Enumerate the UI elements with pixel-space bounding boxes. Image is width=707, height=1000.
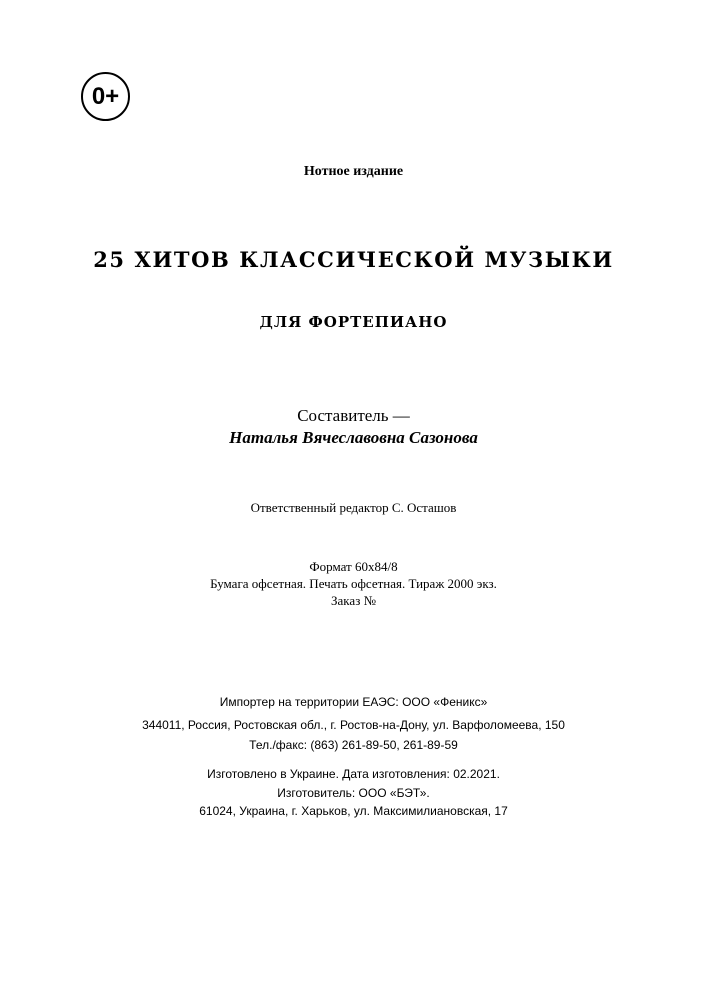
manufacturer-line: Изготовитель: ООО «БЭТ».: [277, 786, 430, 800]
book-subtitle: ДЛЯ ФОРТЕПИАНО: [259, 313, 448, 331]
made-in-line: Изготовлено в Украине. Дата изготовления: 02.2021.: [207, 767, 500, 781]
importer-phone: Тел./факс: (863) 261-89-50, 261-89-59: [249, 738, 458, 752]
age-rating-badge: 0+: [81, 72, 130, 121]
importer-line: Импортер на территории ЕАЭС: ООО «Феникс»: [219, 695, 488, 709]
book-title: 25 ХИТОВ КЛАССИЧЕСКОЙ МУЗЫКИ: [93, 247, 614, 272]
paper-print-info: Бумага офсетная. Печать офсетная. Тираж 2000 экз.: [210, 576, 497, 591]
compiler-label: Составитель —: [297, 406, 410, 425]
edition-type: Нотное издание: [303, 164, 404, 179]
manufacturer-address: 61024, Украина, г. Харьков, ул. Максимилиановская, 17: [199, 804, 508, 818]
print-format: Формат 60х84/8: [309, 559, 398, 574]
importer-address: 344011, Россия, Ростовская обл., г. Ростов-на-Дону, ул. Варфоломеева, 150: [142, 718, 565, 732]
responsible-editor: Ответственный редактор С. Осташов: [250, 500, 457, 515]
order-number: Заказ №: [331, 593, 376, 608]
compiler-name: Наталья Вячеславовна Сазонова: [229, 428, 478, 447]
